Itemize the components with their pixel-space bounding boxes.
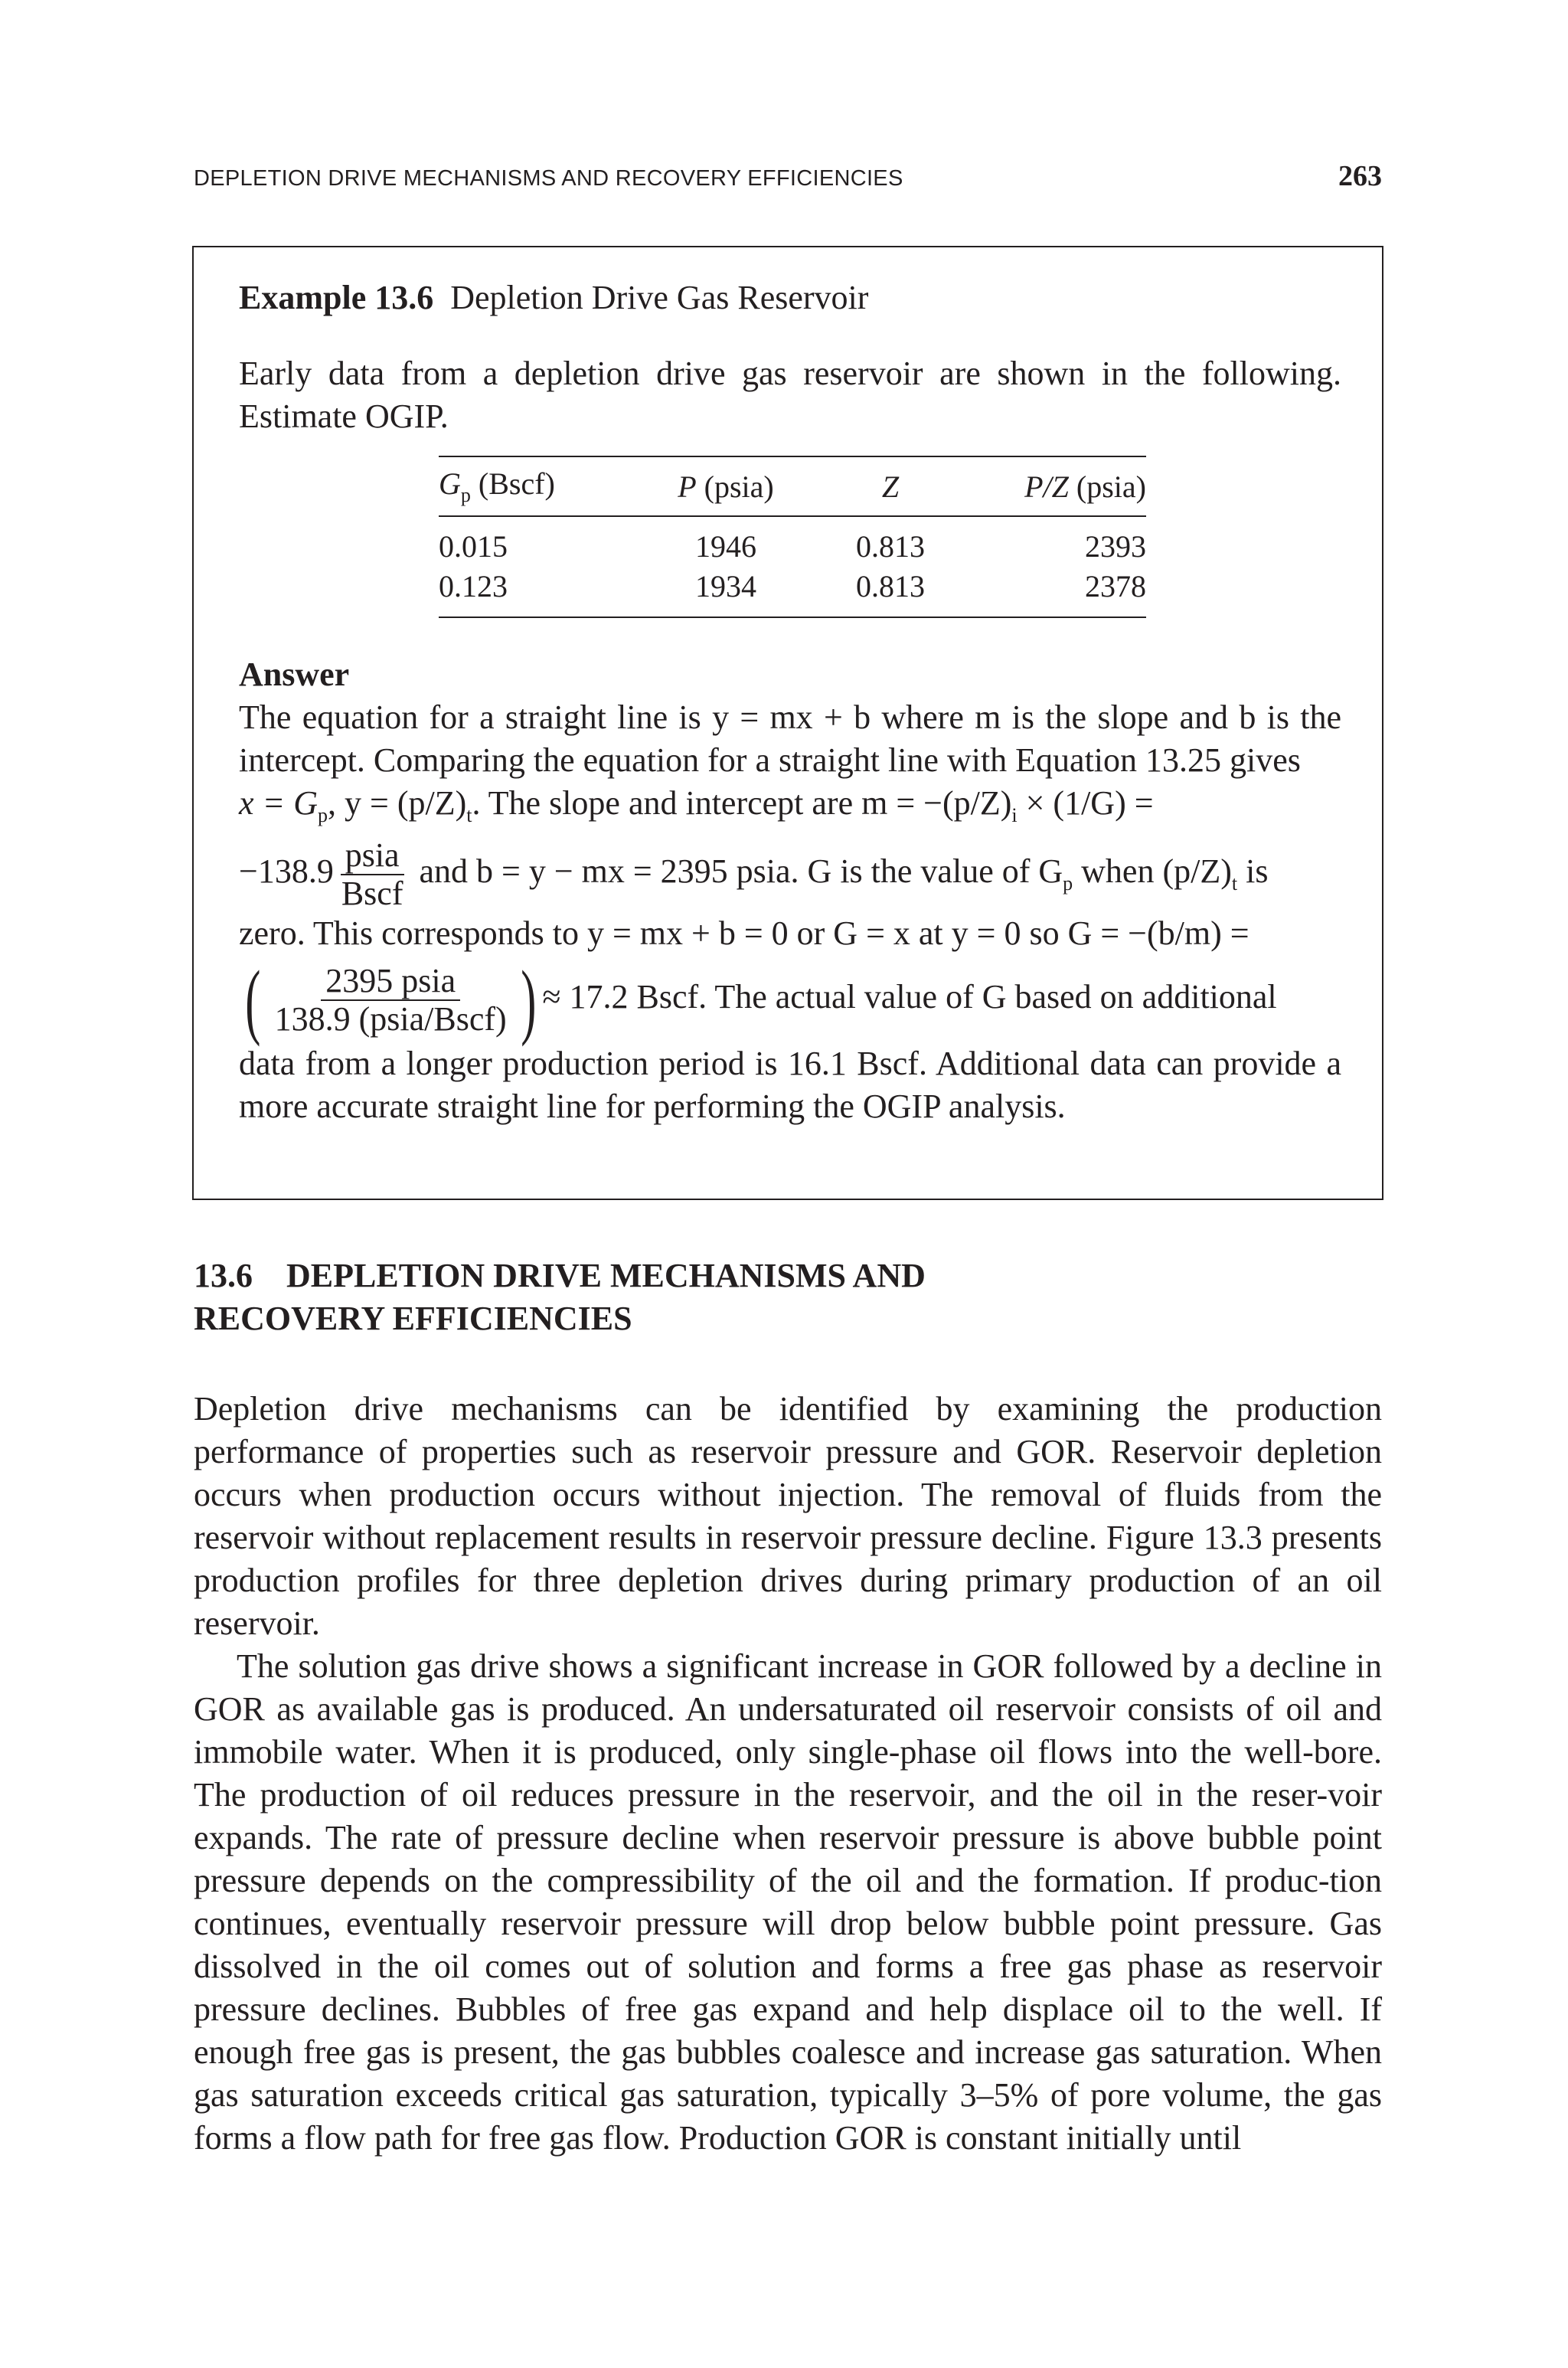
answer-block [239, 653, 1341, 1128]
body-text [194, 1388, 1382, 2160]
table-cell: 1934 [695, 568, 756, 603]
table-header-cell: P (psia) [678, 469, 774, 504]
table-header-cell: Z [881, 469, 900, 504]
table-cell: 0.813 [856, 528, 925, 564]
slope-fraction: $\frac{\text{psia}}{\text{Bscf}}$ [341, 836, 403, 912]
answer-line-6: data from a longer production period is 16.1 Bscf. Additional data can provide a more accurate straight line for performing the OGIP analysis. [239, 1044, 1341, 1125]
table-cell: 2393 [1085, 528, 1146, 564]
table-header-cell: P/Z (psia) [1024, 469, 1146, 504]
answer-line-4: zero. This corresponds to y = mx + b = 0 or G = x at y = 0 so G = −(b/m) = [239, 914, 1250, 952]
answer-line-2: $x = G_p$, $y = (p/Z)_t$. The slope and intercept are $m = -(p/Z)_i \times (1/G)$ = [239, 784, 1154, 826]
table-row [439, 566, 1146, 606]
table-row [439, 526, 1146, 566]
example-title [239, 278, 1341, 319]
section-heading [194, 1254, 1382, 1340]
example-title-text: Depletion Drive Gas Reservoir [450, 279, 869, 316]
answer-line-1: The equation for a straight line is y = mx + b where m is the slope and b is the intercept. Comparing the equation for a straight line with Equation 13.25 gives [239, 698, 1341, 779]
running-header [194, 159, 1382, 193]
running-title: DEPLETION DRIVE MECHANISMS AND RECOVERY EFFICIENCIES [194, 166, 903, 191]
example-label: Example 13.6 [239, 279, 434, 316]
section-title-line2: RECOVERY EFFICIENCIES [194, 1300, 632, 1337]
table-cell: 0.015 [439, 528, 508, 564]
example-content [239, 278, 1341, 438]
table-cell: 0.813 [856, 568, 925, 603]
table-body [439, 517, 1146, 617]
table-header-cell: $G_p$ (Bscf) [439, 466, 555, 506]
paragraph: The solution gas drive shows a significant increase in GOR followed by a decline in GOR as available gas is produced. An undersaturated oil reservoir consists of oil and immobile water. When it is produced, only single-phase oil flows into the well-bore. The production of oil reduces pressure in the reservoir, and the oil in the reser-voir expands. The rate of pressure decline when reservoir pressure is above bubble point pressure depends on the compressibility of the oil and the formation. If produc-tion continues, eventually reservoir pressure will drop below bubble point pressure. Gas dissolved in the oil comes out of solution and forms a free gas phase as reservoir pressure declines. Bubbles of free gas expand and help displace oil to the well. If enough free gas is present, the gas bubbles coalesce and increase gas saturation. When gas saturation exceeds critical gas saturation, typically 3–5% of pore volume, the gas forms a flow path for free gas flow. Production GOR is constant initially until [194, 1647, 1382, 2157]
table-header-row [439, 457, 1146, 517]
section-number: 13.6 [194, 1257, 253, 1294]
table-cell: 2378 [1085, 568, 1146, 603]
example-box [192, 246, 1383, 1200]
answer-line-3: −138.9 $\frac{\text{psia}}{\text{Bscf}}$ and b = y − mx = 2395 psia. G is the value of $G_p$ when $(p/Z)_t$ is [239, 836, 1269, 912]
table-cell: 1946 [695, 528, 756, 564]
answer-heading: Answer [239, 656, 350, 693]
answer-line-5: ( $\frac{\text{2395 psia}}{\text{138.9 (psia/Bscf)}}$ ) ≈ 17.2 Bscf. The actual value of G based on additional [239, 955, 1341, 1042]
example-intro: Early data from a depletion drive gas reservoir are shown in the following. Estimate OGIP. [239, 354, 1341, 435]
ogip-fraction: ( $\frac{\text{2395 psia}}{\text{138.9 (psia/Bscf)}}$ ) [245, 953, 537, 1047]
page-number: 263 [1338, 160, 1382, 192]
data-table [439, 456, 1146, 618]
paragraph: Depletion drive mechanisms can be identified by examining the production performance of properties such as reservoir pressure and GOR. Reservoir depletion occurs when production occurs without injection. The removal of fluids from the reservoir without replacement results in reservoir pressure decline. Figure 13.3 presents production profiles for three depletion drives during primary production of an oil reservoir. [194, 1390, 1382, 1642]
section-title-line1: DEPLETION DRIVE MECHANISMS AND [286, 1257, 926, 1294]
table-cell: 0.123 [439, 568, 508, 603]
